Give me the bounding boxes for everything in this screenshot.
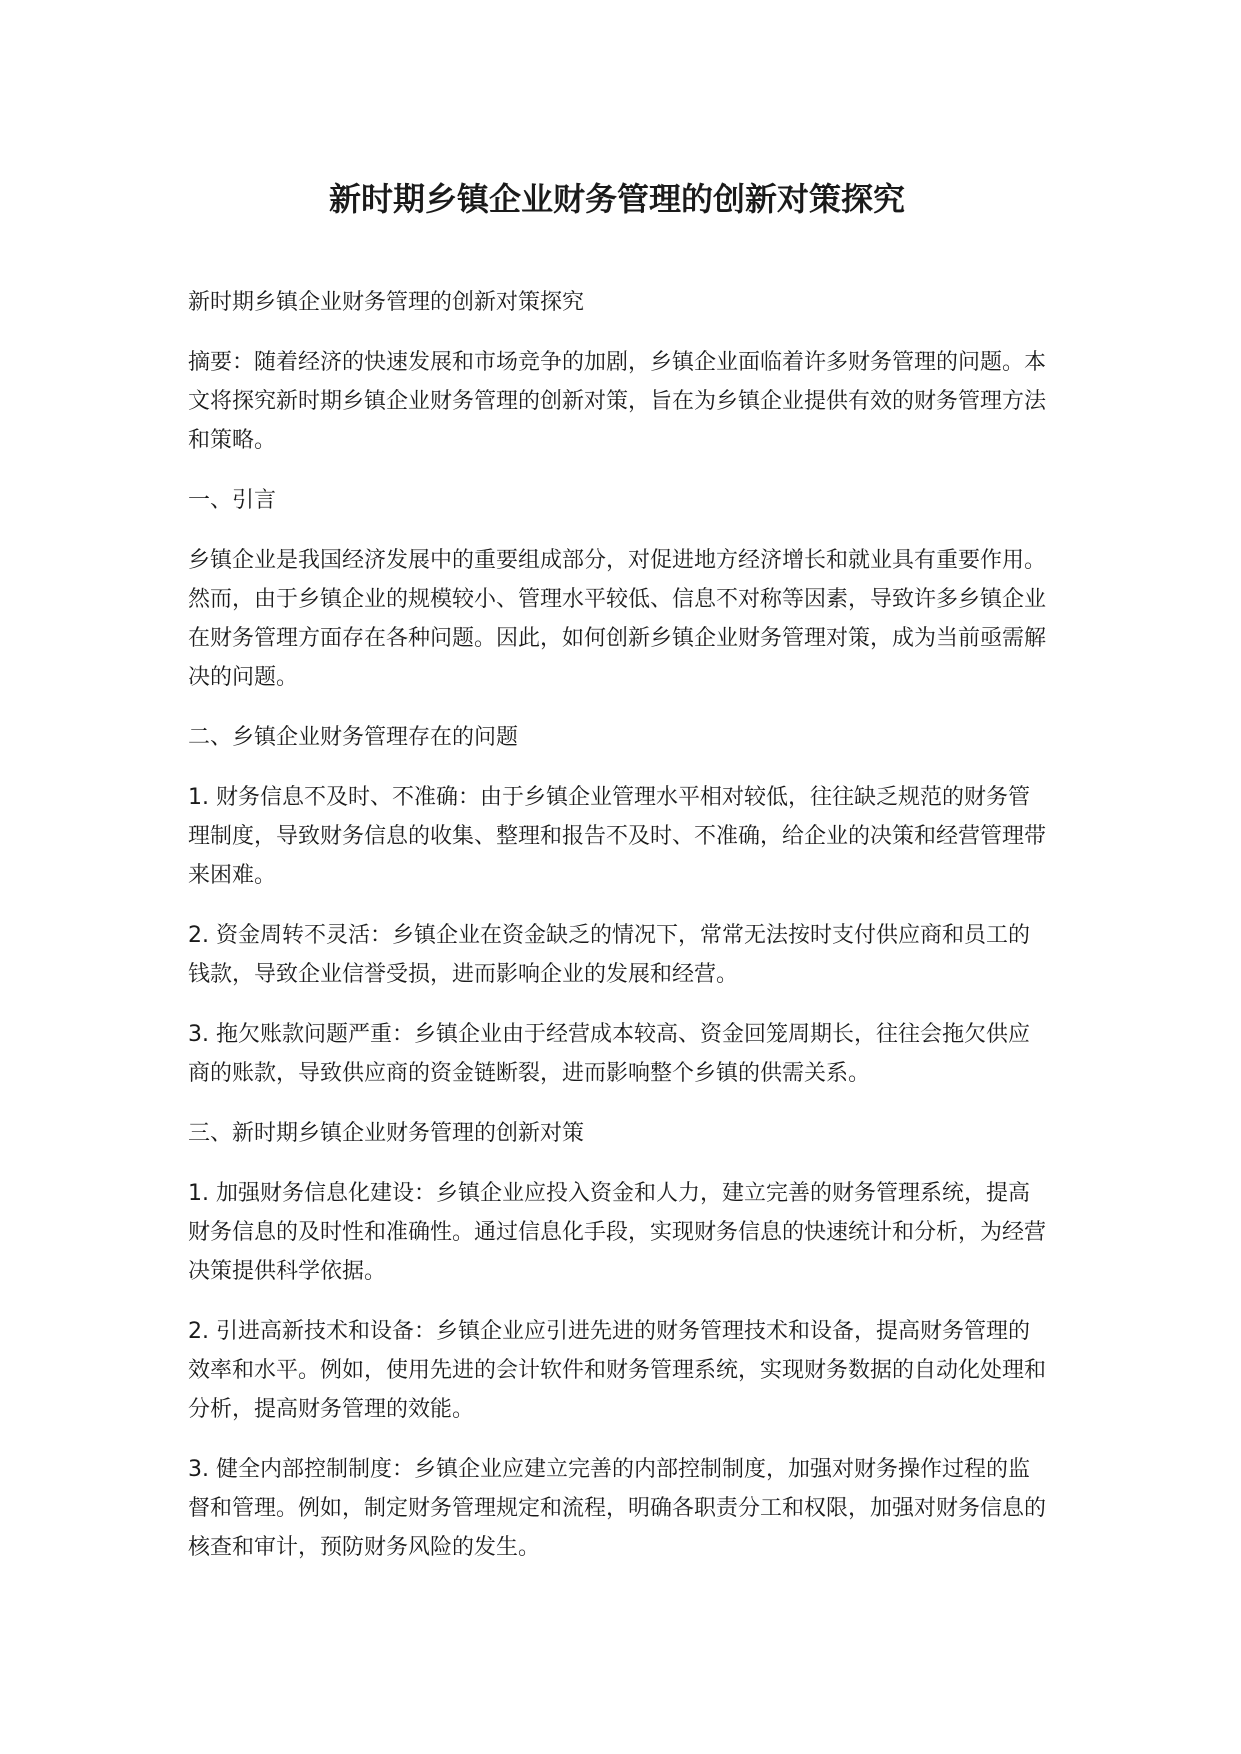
section-1-heading: 一、引言 xyxy=(188,488,277,513)
section-2-item-2: 2. 资金周转不灵活：乡镇企业在资金缺乏的情况下，常常无法按时支付供应商和员工的钱款，导致企业信誉受损，进而影响企业的发展和经营。 xyxy=(188,923,1030,987)
document-subtitle: 新时期乡镇企业财务管理的创新对策探究 xyxy=(188,290,585,315)
document-title: 新时期乡镇企业财务管理的创新对策探究 xyxy=(328,180,905,218)
section-1-body: 乡镇企业是我国经济发展中的重要组成部分，对促进地方经济增长和就业具有重要作用。然而，由于乡镇企业的规模较小、管理水平较低、信息不对称等因素，导致许多乡镇企业在财务管理方面存在各种问题。因此，如何创新乡镇企业财务管理对策，成为当前亟需解决的问题。 xyxy=(188,548,1047,690)
section-2-heading: 二、乡镇企业财务管理存在的问题 xyxy=(188,725,519,750)
section-3-heading: 三、新时期乡镇企业财务管理的创新对策 xyxy=(188,1121,585,1146)
section-3-item-2: 2. 引进高新技术和设备：乡镇企业应引进先进的财务管理技术和设备，提高财务管理的效率和水平。例如，使用先进的会计软件和财务管理系统，实现财务数据的自动化处理和分析，提高财务管理的效能。 xyxy=(188,1319,1047,1422)
section-3-item-1: 1. 加强财务信息化建设：乡镇企业应投入资金和人力，建立完善的财务管理系统，提高财务信息的及时性和准确性。通过信息化手段，实现财务信息的快速统计和分析，为经营决策提供科学依据。 xyxy=(188,1181,1047,1284)
section-2-item-3: 3. 拖欠账款问题严重：乡镇企业由于经营成本较高、资金回笼周期长，往往会拖欠供应商的账款，导致供应商的资金链断裂，进而影响整个乡镇的供需关系。 xyxy=(188,1022,1030,1086)
section-2-item-1: 1. 财务信息不及时、不准确：由于乡镇企业管理水平相对较低，往往缺乏规范的财务管理制度，导致财务信息的收集、整理和报告不及时、不准确，给企业的决策和经营管理带来困难。 xyxy=(188,785,1047,888)
section-3-item-3: 3. 健全内部控制制度：乡镇企业应建立完善的内部控制制度，加强对财务操作过程的监督和管理。例如，制定财务管理规定和流程，明确各职责分工和权限，加强对财务信息的核查和审计，预防财务风险的发生。 xyxy=(188,1457,1047,1560)
abstract-paragraph: 摘要：随着经济的快速发展和市场竞争的加剧，乡镇企业面临着许多财务管理的问题。本文将探究新时期乡镇企业财务管理的创新对策，旨在为乡镇企业提供有效的财务管理方法和策略。 xyxy=(188,350,1047,453)
